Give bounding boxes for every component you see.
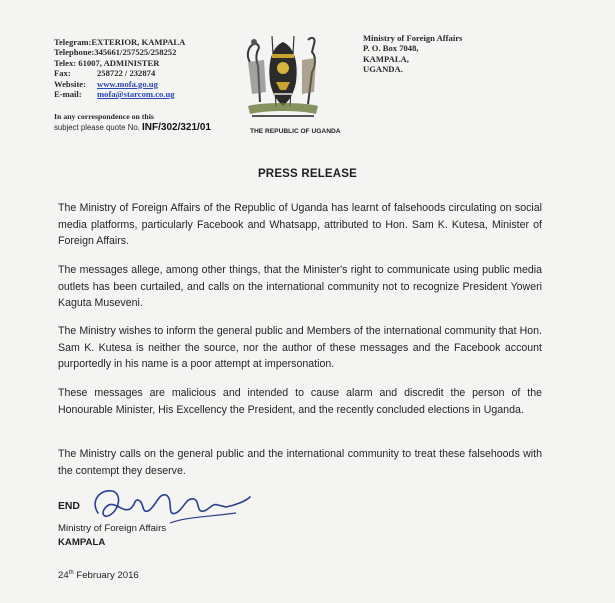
quote-line [54,122,211,133]
date-day: 24 [58,570,69,581]
website-link[interactable]: www.mofa.go.ug [97,78,158,89]
paragraph-1: The Ministry of Foreign Affairs of the Republic of Uganda has learnt of falsehoods circulating on social media platforms, particularly Facebook and Whatsapp, attributed to Hon. Sam K. Kutesa, Minister of Foreign Affairs. [58,202,542,248]
website-line [54,79,185,89]
paragraph-3: The Ministry wishes to inform the general public and Members of the international community that Hon. Sam K. Kutesa is neither the source, nor the author of these messages and the Facebook account purportedly in his name is a poor attempt at impersonation. [58,325,542,371]
date-rest: February 2016 [73,570,139,581]
quote-prefix: subject please quote No. [54,123,140,132]
address-line-2: P. O. Box 7048, [363,43,419,54]
date-suffix: th [68,570,74,576]
address-line-1: Ministry of Foreign Affairs [363,33,463,43]
contact-block [54,37,185,99]
fax-value: 258722 / 232874 [97,68,156,79]
website-label: Website: [54,78,86,89]
correspondence-line: In any correspondence on this [54,112,154,121]
paragraph-4: These messages are malicious and intended to cause alarm and discredit the person of the Honourable Minister, His Excellency the President, and the recently concluded elections in Uganda. [58,387,542,416]
email-label: E-mail: [54,89,82,100]
telegram-line: Telegram:EXTERIOR, KAMPALA [54,37,186,47]
signer-city: KAMPALA [58,537,106,548]
telephone-line: Telephone:345661/257525/258252 [54,47,177,58]
email-line [54,89,185,99]
end-marker: END [58,501,80,512]
coat-of-arms-icon [242,32,324,120]
signer-name: Ministry of Foreign Affairs [58,523,167,534]
fax-line [54,68,185,78]
address-line-4: UGANDA. [363,64,403,75]
press-release-title: PRESS RELEASE [257,168,358,180]
address-line-3: KAMPALA, [363,53,409,64]
crest-caption: THE REPUBLIC OF UGANDA [250,128,341,135]
ministry-address [363,33,462,75]
fax-label: Fax: [54,68,71,79]
reference-number: INF/302/321/01 [142,122,211,133]
paragraph-5: The Ministry calls on the general public and the international community to treat these falsehoods with the contempt they deserve. [58,448,542,477]
release-date [58,570,139,581]
email-link[interactable]: mofa@starcom.co.ug [97,89,175,100]
telex-line: Telex: 61007, ADMINISTER [54,57,160,68]
paragraph-2: The messages allege, among other things, that the Minister's right to communicate using public media outlets has been curtailed, and calls on the international community not to recognize President Yoweri Kaguta Museveni. [58,264,542,310]
correspondence-note [54,111,211,133]
